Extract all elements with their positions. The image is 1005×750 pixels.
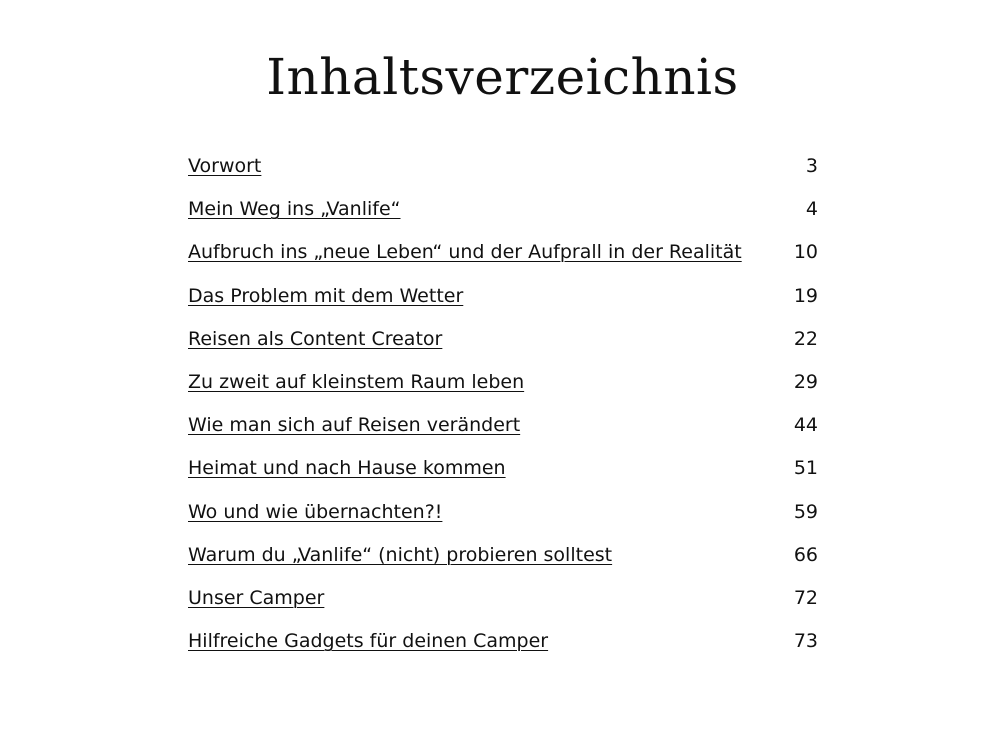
toc-link-veraendert[interactable]: Wie man sich auf Reisen verändert xyxy=(188,414,521,437)
toc-link-vorwort[interactable]: Vorwort xyxy=(188,155,262,177)
toc-page-number: 19 xyxy=(793,284,818,307)
toc-entry xyxy=(188,198,818,241)
toc-link-zu-zweit[interactable]: Zu zweit auf kleinstem Raum leben xyxy=(188,370,525,393)
toc-entry xyxy=(188,457,818,500)
toc-page-number: 22 xyxy=(793,327,818,350)
toc-entry xyxy=(188,155,818,198)
toc-entry xyxy=(188,587,818,630)
toc-page-number: 3 xyxy=(805,155,818,177)
toc-page-number: 44 xyxy=(793,414,818,437)
toc-entry xyxy=(188,544,818,587)
toc-page-number: 66 xyxy=(793,543,818,566)
toc-page-number: 73 xyxy=(793,630,818,653)
toc-page-number: 10 xyxy=(793,241,818,264)
toc-link-heimat[interactable]: Heimat und nach Hause kommen xyxy=(188,457,506,480)
toc-entry xyxy=(188,371,818,414)
toc-link-mein-weg[interactable]: Mein Weg ins „Vanlife“ xyxy=(188,198,401,221)
toc-link-aufbruch[interactable]: Aufbruch ins „neue Leben“ und der Aufprall in der Realität xyxy=(188,241,742,264)
toc-link-warum-vanlife[interactable]: Warum du „Vanlife“ (nicht) probieren solltest xyxy=(188,543,613,566)
toc-page-number: 4 xyxy=(805,198,818,221)
toc-entry xyxy=(188,328,818,371)
toc-entry xyxy=(188,241,818,284)
toc-link-content-creator[interactable]: Reisen als Content Creator xyxy=(188,327,443,350)
toc-entry xyxy=(188,501,818,544)
toc-link-gadgets[interactable]: Hilfreiche Gadgets für deinen Camper xyxy=(188,630,549,653)
toc-entry xyxy=(188,414,818,457)
toc-entry xyxy=(188,285,818,328)
toc-entry xyxy=(188,630,818,673)
toc-page-number: 59 xyxy=(793,500,818,523)
toc-link-wetter[interactable]: Das Problem mit dem Wetter xyxy=(188,284,464,307)
toc-page-number: 29 xyxy=(793,370,818,393)
table-of-contents xyxy=(188,155,818,673)
toc-link-uebernachten[interactable]: Wo und wie übernachten?! xyxy=(188,500,443,523)
toc-page-number: 51 xyxy=(793,457,818,480)
toc-page-number: 72 xyxy=(793,586,818,609)
page-title: Inhaltsverzeichnis xyxy=(266,48,739,106)
toc-link-unser-camper[interactable]: Unser Camper xyxy=(188,586,325,609)
